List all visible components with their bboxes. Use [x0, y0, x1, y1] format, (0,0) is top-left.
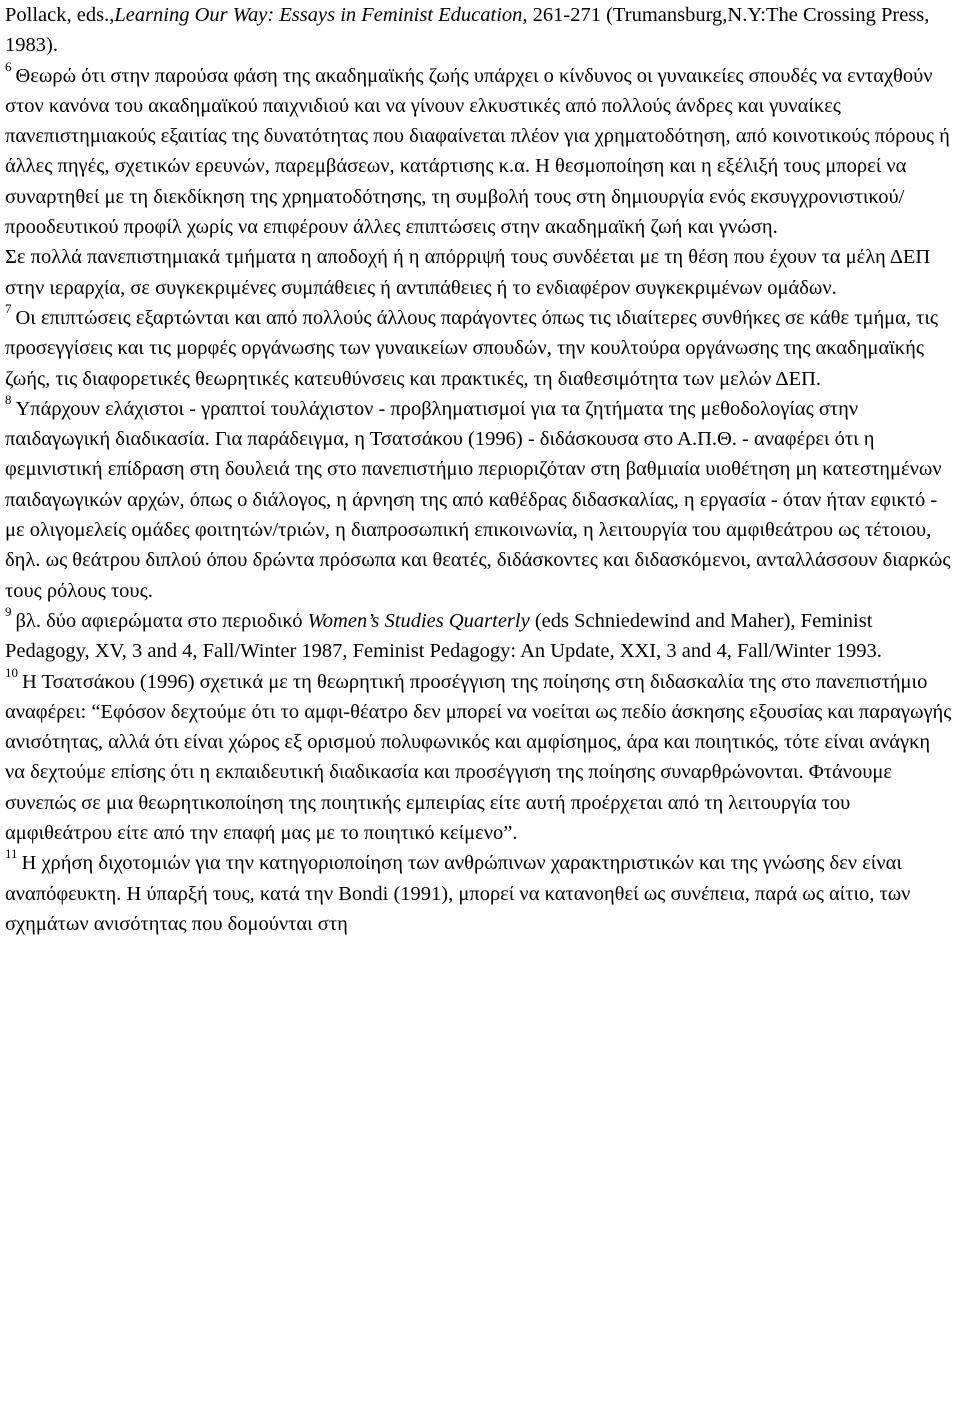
footnote-text-post: (eds Schniedewind and Maher), Feminist Pedagogy, XV, 3 and 4, Fall/Winter 1987, Feminist Pedagogy: An Update, XXI, 3 and 4, Fall/Winter 1993.	[5, 609, 882, 663]
footnote-6	[5, 58, 955, 243]
footnote-text: Η χρήση διχοτομιών για την κατηγοριοποίηση των ανθρώπινων χαρακτηριστικών και της γνώσης δεν είναι αναπόφευκτη. Η ύπαρξή τους, κατά την Bondi (1991), μπορεί να κατανοηθεί ως συνέπεια, παρά ως αίτιο, των σχημάτων ανισότητας που δομούνται στη	[5, 852, 911, 935]
reference-pre: Pollack, eds.,	[5, 4, 115, 26]
footnote-marker: 11	[5, 846, 18, 862]
footnote-text: Υπάρχουν ελάχιστοι - γραπτοί τουλάχιστον - προβληματισμοί για τα ζητήματα της μεθοδολογίας στην παιδαγωγική διαδικασία. Για παράδειγμα, η Τσατσάκου (1996) - διδάσκουσα στο Α.Π.Θ. - αναφέρει ότι η φεμινιστική επίδραση στη δουλειά της στο πανεπιστήμιο περιοριζόταν στη βαθμιαία υιοθέτηση μη κατεστημένων παιδαγωγικών αρχών, όπως ο διάλογος, η άρνηση της από καθέδρας διδασκαλίας, η εργασία - όταν ήταν εφικτό - με ολιγομελείς ομάδες φοιτητών/τριών, η διαπροσωπική επικοινωνία, η λειτουργία του αμφιθεάτρου ως τέτοιου, δηλ. ως θεάτρου διπλού όπου δρώντα πρόσωπα και θεατές, διδάσκοντες και διδασκόμενοι, ανταλλάσσουν διαρκώς τους ρόλους τους.	[5, 397, 951, 602]
footnote-text: Θεωρώ ότι στην παρούσα φάση της ακαδημαϊκής ζωής υπάρχει ο κίνδυνος οι γυναικείες σπουδές να ενταχθούν στον κανόνα του ακαδημαϊκού παιχνιδιού και να γίνουν ελκυστικές από πολλούς άνδρες και γυναίκες πανεπιστημιακούς εξαιτίας της δυνατότητας που διαφαίνεται πλέον για χρηματοδότηση, από κοινοτικούς πόρους ή άλλες πηγές, σχετικών ερευνών, παρεμβάσεων, κατάρτισης κ.α. Η θεσμοποίηση και η εξέλιξή τους μπορεί να συναρτηθεί με τη διεκδίκηση της χρηματοδότησης, τη συμβολή τους στη δημιουργία ενός εκσυγχρονιστικού/προοδευτικού προφίλ χωρίς να επιφέρουν άλλες επιπτώσεις στην ακαδημαϊκή ζωή και γνώση.	[5, 64, 950, 239]
footnote-marker: 8	[5, 391, 12, 407]
footnote-6-continuation: Σε πολλά πανεπιστημιακά τμήματα η αποδοχή ή η απόρριψή τους συνδέεται με τη θέση που έχουν τα μέλη ΔΕΠ στην ιεραρχία, σε συγκεκριμένες συμπάθειες ή αντιπάθειες ή το ενδιαφέρον συγκεκριμένων ομάδων.	[5, 246, 931, 299]
footnote-8	[5, 391, 955, 606]
footnote-text: Οι επιπτώσεις εξαρτώνται και από πολλούς άλλους παράγοντες όπως τις ιδιαίτερες συνθήκες σε κάθε τμήμα, τις προσεγγίσεις και τις μορφές οργάνωσης των γυναικείων σπουδών, την κουλτούρα οργάνωσης της ακαδημαϊκής ζωής, τις διαφορετικές θεωρητικές κατευθύνσεις και πρακτικές, τη διαθεσιμότητα των μελών ΔΕΠ.	[5, 306, 939, 390]
reference-title: Learning Our Way: Essays in Feminist Education	[114, 4, 523, 26]
footnote-9	[5, 603, 955, 667]
footnote-7	[5, 300, 955, 394]
document-page	[5, 0, 955, 939]
reference-post: , 261-271 (Trumansburg,N.Y:The Crossing Press, 1983).	[5, 4, 930, 57]
footnote-text: Η Τσατσάκου (1996) σχετικά με τη θεωρητική προσέγγιση της ποίησης στη διδασκαλία της στο πανεπιστήμιο αναφέρει: “Εφόσον δεχτούμε ότι το αμφι-θέατρο δεν μπορεί να νοείται ως πεδίο άσκησης εξουσίας και παραγωγής ανισότητας, αλλά ότι είναι χώρος εξ ορισμού πολυφωνικός και αμφίσημος, άρα και ποιητικός, τότε είναι ανάγκη να δεχτούμε επίσης ότι η εκπαιδευτική διαδικασία και προσέγγιση της ποίησης συναρθρώνονται. Φτάνουμε συνεπώς σε μια θεωρητικοποίηση της ποιητικής εμπειρίας είτε αυτή προέρχεται από τη λειτουργία του αμφιθεάτρου είτε από την επαφή μας με το ποιητικό κείμενο”.	[5, 670, 952, 845]
footnote-text-pre: βλ. δύο αφιερώματα στο περιοδικό	[15, 609, 308, 632]
footnote-11	[5, 848, 955, 939]
reference-continuation	[5, 0, 955, 61]
footnote-10	[5, 664, 955, 849]
journal-title: Women’s Studies Quarterly	[307, 609, 530, 632]
footnote-marker: 10	[5, 664, 18, 680]
footnote-marker: 7	[5, 300, 12, 316]
footnote-marker: 9	[5, 603, 12, 619]
footnote-marker: 6	[5, 58, 12, 74]
